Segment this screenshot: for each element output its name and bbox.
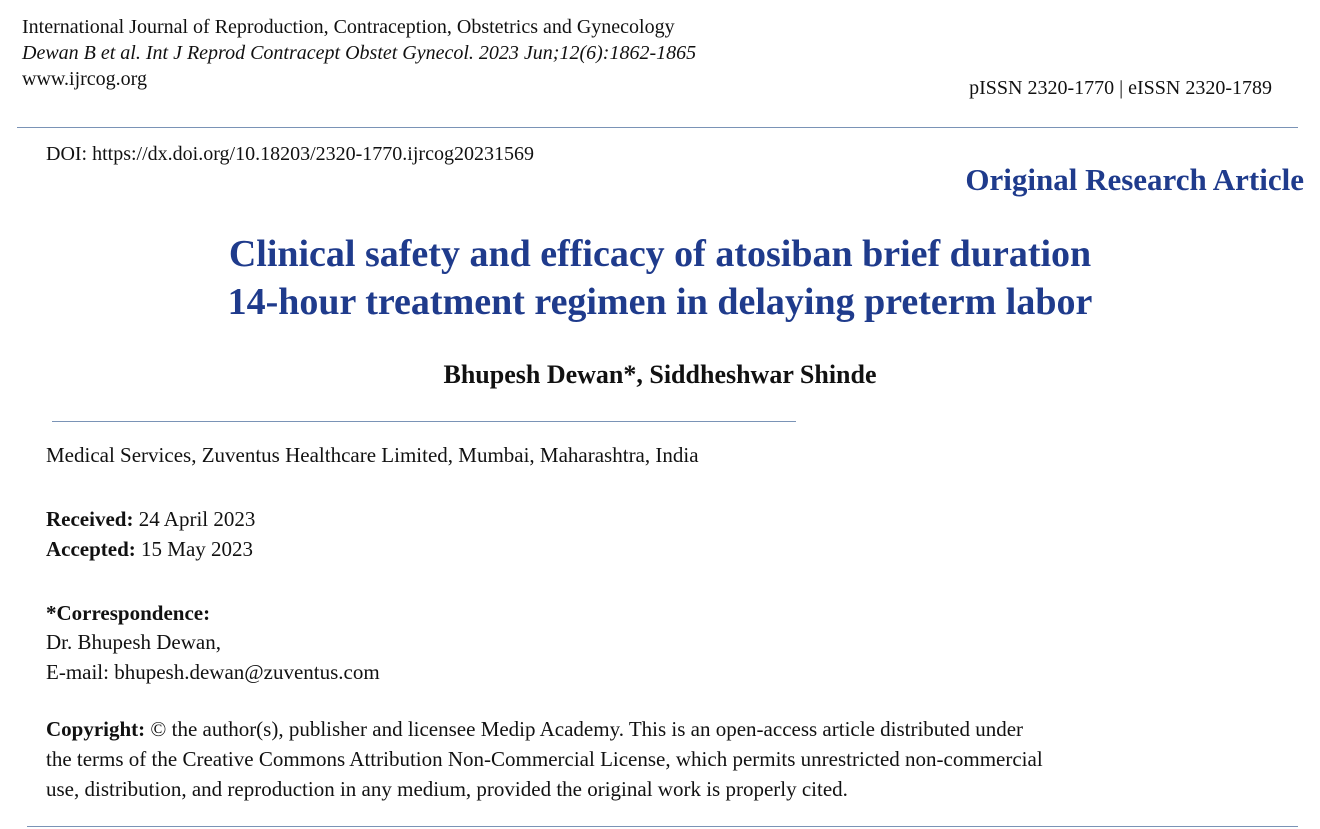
copyright-line-2: the terms of the Creative Commons Attribution Non-Commercial License, which permits unrestricted non-commercial <box>46 747 1043 771</box>
correspondence-email[interactable]: E-mail: bhupesh.dewan@zuventus.com <box>46 660 380 684</box>
copyright-notice <box>46 714 1286 804</box>
correspondence-heading: *Correspondence: <box>46 601 211 625</box>
copyright-line-3: use, distribution, and reproduction in any medium, provided the original work is properly cited. <box>46 777 848 801</box>
copyright-line-1 <box>46 714 1286 744</box>
affiliation: Medical Services, Zuventus Healthcare Limited, Mumbai, Maharashtra, India <box>46 443 699 467</box>
header-divider <box>17 127 1298 128</box>
journal-name: International Journal of Reproduction, Contraception, Obstetrics and Gynecology <box>22 16 675 38</box>
accepted-label: Accepted: <box>46 537 136 561</box>
article-title <box>0 230 1320 326</box>
copyright-label: Copyright: <box>46 717 146 741</box>
issn-info: pISSN 2320-1770 | eISSN 2320-1789 <box>969 77 1272 99</box>
article-type-label: Original Research Article <box>965 162 1304 197</box>
copyright-text-1: © the author(s), publisher and licensee Medip Academy. This is an open-access article distributed under <box>145 717 1024 741</box>
accepted-date <box>46 535 253 563</box>
citation-line: Dewan B et al. Int J Reprod Contracept Obstet Gynecol. 2023 Jun;12(6):1862-1865 <box>22 42 697 64</box>
accepted-value: 15 May 2023 <box>135 537 254 561</box>
article-title-line-2: 14-hour treatment regimen in delaying preterm labor <box>227 281 1093 323</box>
author-divider <box>52 421 796 422</box>
received-label: Received: <box>46 507 134 531</box>
journal-website-link[interactable]: www.ijrcog.org <box>22 68 147 90</box>
author-list: Bhupesh Dewan*, Siddheshwar Shinde <box>443 360 877 389</box>
footer-divider <box>27 826 1298 827</box>
doi-link[interactable]: DOI: https://dx.doi.org/10.18203/2320-1770.ijrcog20231569 <box>46 143 534 165</box>
article-title-line-1: Clinical safety and efficacy of atosiban brief duration <box>228 233 1092 275</box>
received-date <box>46 505 255 533</box>
received-value: 24 April 2023 <box>133 507 256 531</box>
correspondence-name: Dr. Bhupesh Dewan, <box>46 630 221 654</box>
